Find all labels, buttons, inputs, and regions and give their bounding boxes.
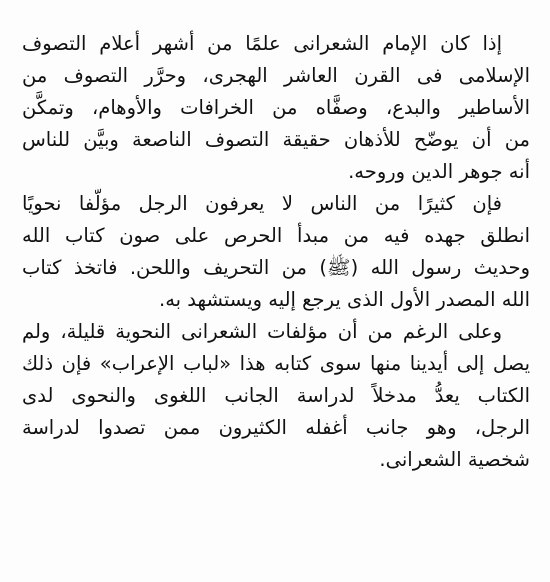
text-line: شخصية الشعرانى. xyxy=(379,448,530,471)
text-line: يصل إلى أيدينا منها سوى كتابه هذا «لباب الإعراب» فإن ذلك xyxy=(22,352,530,375)
text-line: انطلق جهده فيه من مبدأ الحرص على صون كتاب الله xyxy=(22,224,530,247)
text-line: الرجل، وهو جانب أغفله الكثيرون ممن تصدوا لدراسة xyxy=(22,416,530,439)
text-line: الإسلامى فى القرن العاشر الهجرى، وحرَّر التصوف من xyxy=(22,64,530,87)
text-line: وعلى الرغم من أن مؤلفات الشعرانى النحوية قليلة، ولم xyxy=(22,320,502,343)
text-line: الله المصدر الأول الذى يرجع إليه ويستشهد به. xyxy=(159,288,530,311)
text-line: من أن يوضّح للأذهان حقيقة التصوف الناصعة وبيَّن للناس xyxy=(22,128,530,151)
paragraph-3 xyxy=(22,316,530,476)
paragraph-2 xyxy=(22,188,530,316)
paragraph-1 xyxy=(22,28,530,188)
text-line: فإن كثيرًا من الناس لا يعرفون الرجل مؤلّفا نحويًا xyxy=(22,192,502,215)
text-line: الأساطير والبدع، وصفَّاه من الخرافات والأوهام، وتمكَّن xyxy=(22,96,530,119)
body-text xyxy=(22,28,530,476)
text-line: الكتاب يعدُّ مدخلاً لدراسة الجانب اللغوى والنحوى لدى xyxy=(22,384,530,407)
text-line: وحديث رسول الله (ﷺ) من التحريف واللحن. فاتخذ كتاب xyxy=(22,256,530,279)
text-line: إذا كان الإمام الشعرانى علمًا من أشهر أعلام التصوف xyxy=(22,32,502,55)
text-line: أنه جوهر الدين وروحه. xyxy=(348,160,530,183)
